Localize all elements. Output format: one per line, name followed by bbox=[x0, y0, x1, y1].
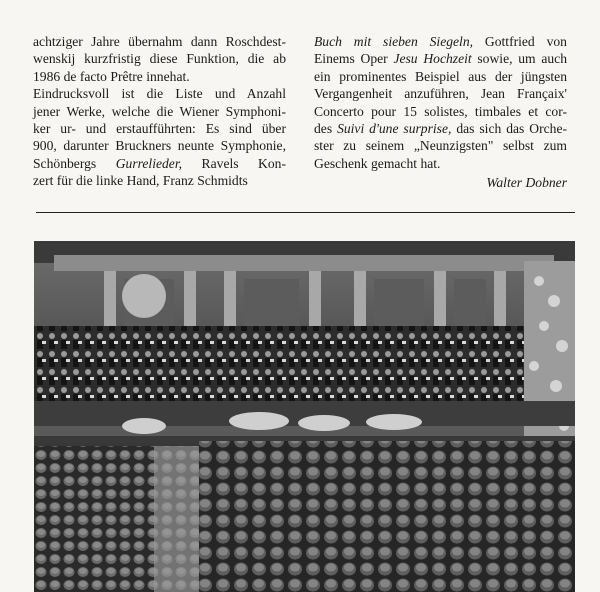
text-line: ker ur- und erstaufführten: Es sind über bbox=[33, 121, 286, 137]
text-line: 1986 de facto Prêtre innehat. bbox=[33, 68, 190, 84]
text-line: Einems Oper Jesu Hochzeit sowie, um auch bbox=[314, 51, 568, 67]
text-line: achtziger Jahre übernahm dann Roschdest- bbox=[33, 34, 286, 49]
work-title: Buch mit sieben Siegeln, bbox=[314, 34, 474, 49]
text-line: wenskij kurzfristig diese Funktion, die ab bbox=[33, 51, 286, 67]
text-line: Vergangenheit anzuführen, Jean Françaix' bbox=[314, 86, 567, 102]
orchestra-concert-hall-photo bbox=[34, 241, 575, 592]
work-title: Suivi d'une surprise, bbox=[337, 121, 452, 137]
text-line: Eindrucksvoll ist die Liste und Anzahl bbox=[33, 86, 286, 102]
horizontal-divider bbox=[36, 212, 575, 213]
author-signature: Walter Dobner bbox=[486, 175, 567, 191]
text-line: jener Werke, welche die Wiener Symphoni- bbox=[33, 103, 286, 119]
text-line: Geschenk gemacht hat. bbox=[314, 155, 441, 171]
text-line: zert für die linke Hand, Franz Schmidts bbox=[33, 173, 248, 189]
work-title: Gurrelieder, bbox=[115, 155, 183, 171]
text-line: ein prominentes Beispiel aus der jüngsten bbox=[314, 68, 567, 84]
left-text-column bbox=[33, 33, 286, 190]
text-line: ster zu seinem „Neunzigsten" selbst zum bbox=[314, 138, 567, 154]
photo-illustration bbox=[34, 241, 575, 592]
text-line: Concerto pour 15 solistes, timbales et cor- bbox=[314, 103, 567, 119]
text-line: Schönbergs Gurrelieder, Ravels Kon- bbox=[33, 155, 286, 171]
text-line: 900, darunter Bruckners neunte Symphonie, bbox=[33, 138, 286, 154]
text-line: des Suivi d'une surprise, das sich das Orche- bbox=[314, 121, 567, 137]
work-title: Jesu Hochzeit bbox=[393, 51, 472, 67]
text-line: Buch mit sieben Siegeln, Gottfried von bbox=[314, 34, 567, 49]
right-text-column bbox=[314, 33, 567, 192]
